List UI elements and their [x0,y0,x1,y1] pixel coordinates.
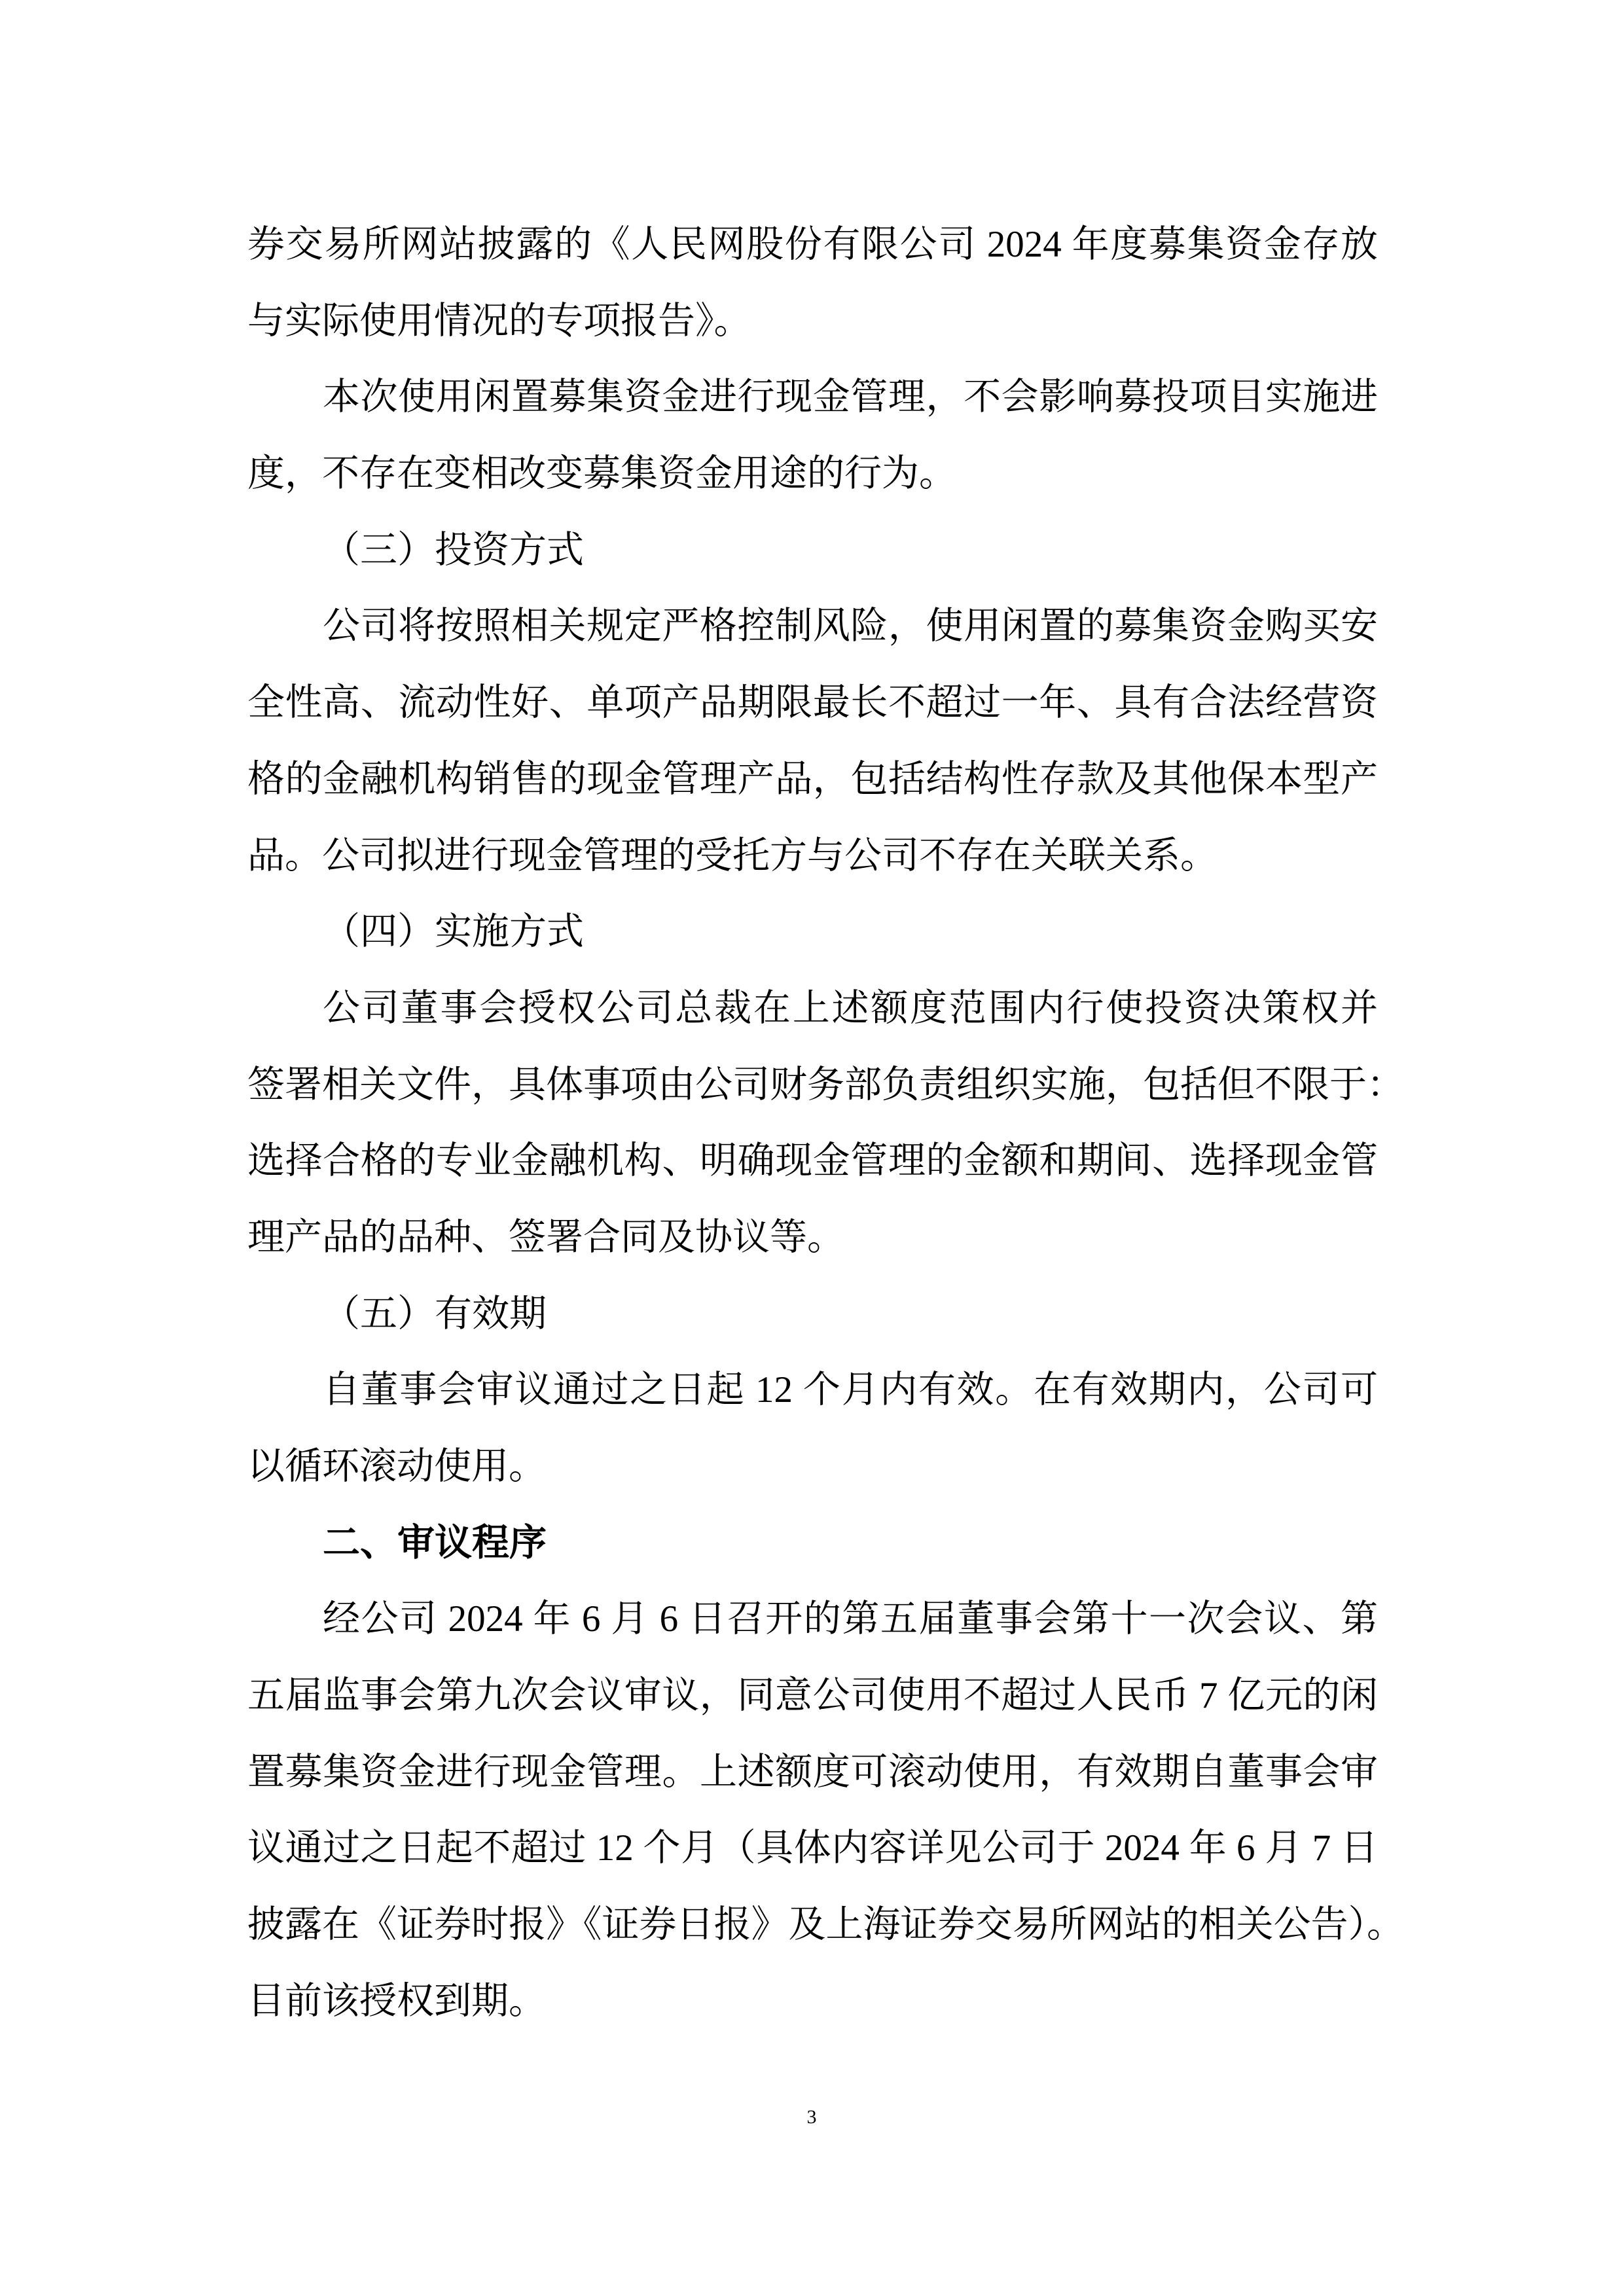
paragraph-implementation-line-3: 选择合格的专业金融机构、明确现金管理的金额和期间、选择现金管 [247,1140,1378,1182]
section-heading-investment-method: （三）投资方式 [323,529,584,571]
paragraph-review-line-3: 置募集资金进行现金管理。上述额度可滚动使用，有效期自董事会审 [247,1751,1378,1793]
paragraph-review-line-1: 经公司 2024 年 6 月 6 日召开的第五届董事会第十一次会议、第 [323,1598,1378,1640]
paragraph-review-line-4: 议通过之日起不超过 12 个月（具体内容详见公司于 2024 年 6 月 7 日 [247,1827,1378,1869]
paragraph-no-impact-line-1: 本次使用闲置募集资金进行现金管理，不会影响募投项目实施进 [323,376,1378,418]
section-heading-implementation: （四）实施方式 [323,911,584,953]
paragraph-implementation-line-1: 公司董事会授权公司总裁在上述额度范围内行使投资决策权并 [323,987,1378,1029]
paragraph-review-line-6: 目前该授权到期。 [247,1980,546,2022]
paragraph-validity-line-2: 以循环滚动使用。 [247,1446,546,1487]
paragraph-validity-line-1: 自董事会审议通过之日起 12 个月内有效。在有效期内，公司可 [323,1369,1378,1411]
paragraph-review-line-2: 五届监事会第九次会议审议，同意公司使用不超过人民币 7 亿元的闲 [247,1675,1378,1717]
section-heading-review-procedure: 二、审议程序 [323,1522,547,1564]
section-heading-validity: （五）有效期 [323,1293,547,1335]
paragraph-implementation-line-4: 理产品的品种、签署合同及协议等。 [247,1216,844,1258]
paragraph-no-impact-line-2: 度，不存在变相改变募集资金用途的行为。 [247,453,956,495]
body-text [247,217,1404,2051]
continuation-line-1: 券交易所网站披露的《人民网股份有限公司 2024 年度募集资金存放 [247,224,1378,265]
page-number: 3 [806,2106,817,2128]
paragraph-investment-line-4: 品。公司拟进行现金管理的受托方与公司不存在关联关系。 [247,834,1218,876]
paragraph-investment-line-1: 公司将按照相关规定严格控制风险，使用闲置的募集资金购买安 [323,605,1378,647]
paragraph-review-line-5: 披露在《证券时报》《证券日报》及上海证券交易所网站的相关公告）。 [247,1904,1404,1946]
continuation-line-2: 与实际使用情况的专项报告》。 [247,300,751,342]
paragraph-investment-line-2: 全性高、流动性好、单项产品期限最长不超过一年、具有合法经营资 [247,682,1378,724]
paragraph-implementation-line-2: 签署相关文件，具体事项由公司财务部负责组织实施，包括但不限于： [247,1064,1404,1105]
paragraph-investment-line-3: 格的金融机构销售的现金管理产品，包括结构性存款及其他保本型产 [247,758,1378,800]
